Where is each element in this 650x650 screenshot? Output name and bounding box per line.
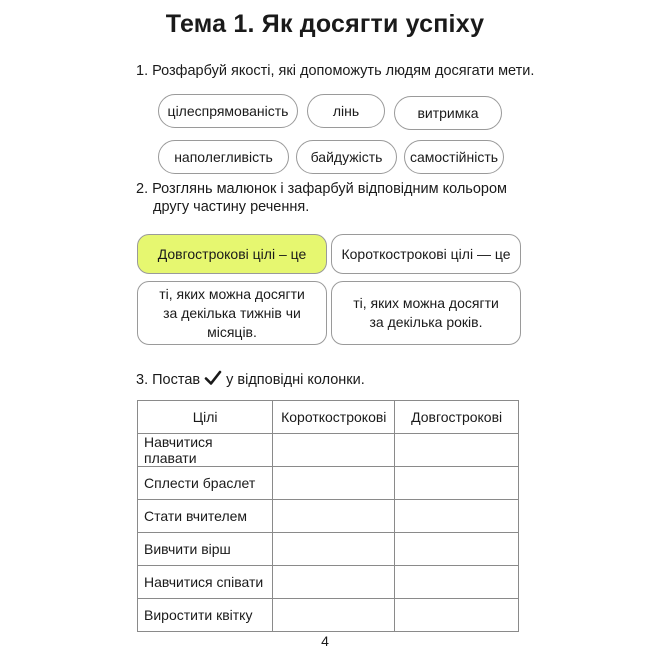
card-label: Короткострокові цілі — це (341, 245, 511, 262)
quality-pill[interactable] (296, 140, 397, 174)
goal-cell: Сплести браслет (138, 467, 273, 500)
short-term-check-cell[interactable] (273, 566, 395, 599)
long-term-check-cell[interactable] (395, 500, 519, 533)
quality-label: лінь (332, 103, 360, 119)
column-header-short-term: Короткострокові (273, 401, 395, 434)
goal-cell: Навчитися плавати (138, 434, 273, 467)
table-row (138, 434, 519, 467)
quality-pill[interactable] (404, 140, 504, 174)
goals-table (137, 400, 519, 632)
quality-label: наполегливість (174, 149, 273, 165)
card-text: ті, яких можна досягти за декілька років. (353, 295, 499, 330)
quality-label: самостійність (409, 149, 499, 165)
checkmark-icon (204, 370, 222, 386)
quality-label: байдужість (310, 149, 383, 165)
task-1-instruction: 1. Розфарбуй якості, які допоможуть людям досягати мети. (136, 63, 535, 79)
long-term-check-cell[interactable] (395, 566, 519, 599)
goal-cell: Вивчити вірш (138, 533, 273, 566)
quality-pill[interactable] (158, 94, 298, 128)
card-label: Довгострокові цілі – це (157, 245, 307, 262)
column-header-long-term: Довгострокові (395, 401, 519, 434)
short-term-check-cell[interactable] (273, 599, 395, 632)
short-term-check-cell[interactable] (273, 434, 395, 467)
long-term-check-cell[interactable] (395, 533, 519, 566)
long-term-check-cell[interactable] (395, 467, 519, 500)
table-row (138, 533, 519, 566)
task-3-text-after: у відповідні колонки. (226, 372, 365, 388)
short-term-check-cell[interactable] (273, 500, 395, 533)
quality-pill[interactable] (158, 140, 289, 174)
quality-label: цілеспрямованість (167, 103, 289, 119)
column-header-goals: Цілі (138, 401, 273, 434)
page-title: Тема 1. Як досягти успіху (165, 10, 485, 38)
table-row (138, 500, 519, 533)
task-2-line-2: другу частину речення. (153, 199, 310, 215)
card-text: ті, яких можна досягти за декілька тижнів чи місяців. (159, 285, 305, 340)
long-term-check-cell[interactable] (395, 434, 519, 467)
table-header-row (138, 401, 519, 434)
long-term-check-cell[interactable] (395, 599, 519, 632)
table-row (138, 599, 519, 632)
card-long-term-body[interactable] (137, 281, 327, 345)
goal-cell: Стати вчителем (138, 500, 273, 533)
task-3-instruction (136, 371, 365, 389)
goal-cell: Навчитися співати (138, 566, 273, 599)
card-short-term-head[interactable] (331, 234, 521, 274)
card-short-term-body[interactable] (331, 281, 521, 345)
task-2-line-1: 2. Розглянь малюнок і зафарбуй відповідним кольором (136, 181, 507, 197)
task-3-text-before: 3. Постав (136, 372, 201, 388)
quality-label: витримка (417, 105, 479, 121)
quality-pill[interactable] (307, 94, 385, 128)
short-term-check-cell[interactable] (273, 533, 395, 566)
table-row (138, 467, 519, 500)
page-number: 4 (321, 633, 329, 649)
goal-cell: Виростити квітку (138, 599, 273, 632)
quality-pill[interactable] (394, 96, 502, 130)
table-row (138, 566, 519, 599)
short-term-check-cell[interactable] (273, 467, 395, 500)
card-long-term-head[interactable] (137, 234, 327, 274)
task-2-instruction (136, 180, 520, 216)
